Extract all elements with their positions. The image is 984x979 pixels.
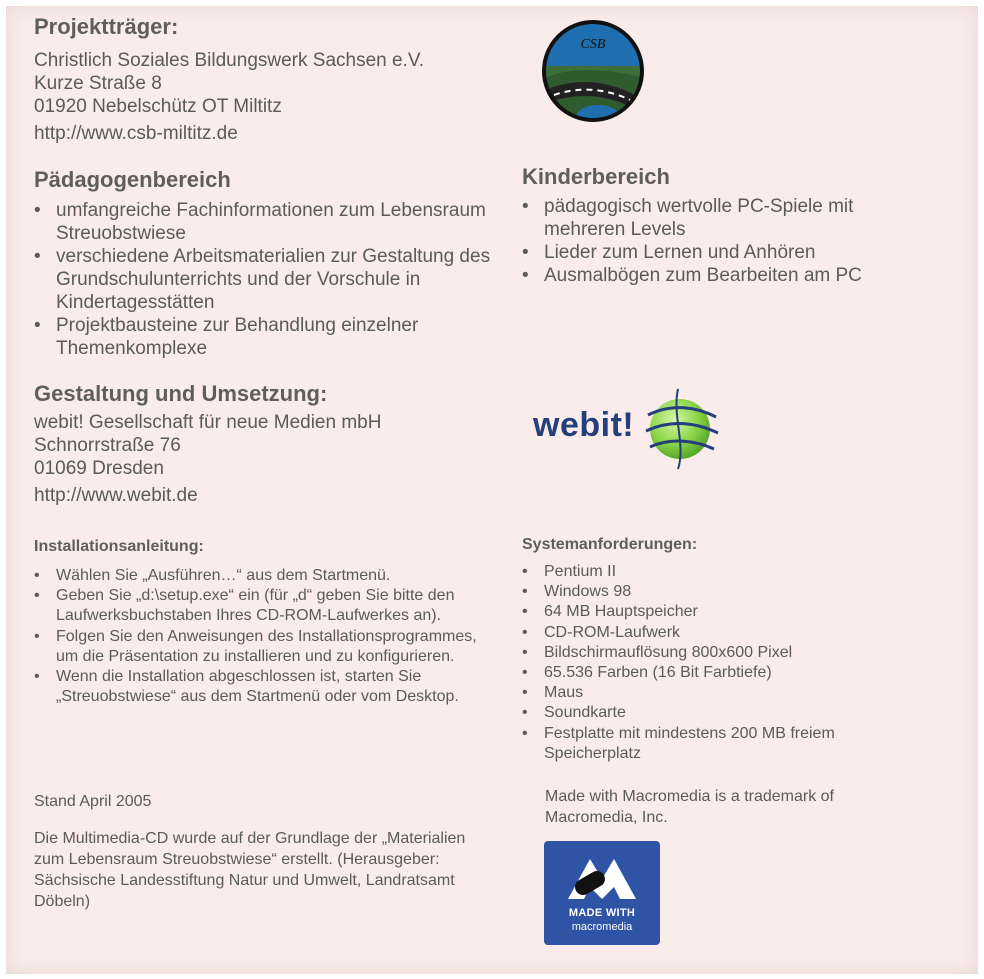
list-item: • verschiedene Arbeitsmaterialien zur Gestaltung des Grundschulunterrichts und der Vorschule in Kindertagesstätten [34, 245, 504, 314]
list-item: • Ausmalbögen zum Bearbeiten am PC [522, 264, 932, 287]
csb-logo [540, 18, 646, 124]
stand-date: Stand April 2005 [34, 793, 152, 810]
heading-kinderbereich: Kinderbereich [522, 164, 670, 189]
list-item: • Soundkarte [522, 703, 942, 723]
list-item: • Folgen Sie den Anweisungen des Installationsprogrammes, um die Präsentation zu installieren und zu konfigurieren. [34, 627, 484, 667]
heading-systemanforderungen: Systemanforderungen: [522, 536, 698, 553]
heading-installation: Installationsanleitung: [34, 538, 204, 555]
list-item: • Wenn die Installation abgeschlossen ist, starten Sie „Streuobstwiese“ aus dem Startmenü oder vom Desktop. [34, 667, 484, 707]
list-item: • Wählen Sie „Ausführen…“ aus dem Startmenü. [34, 566, 484, 586]
heading-projekttraeger: Projektträger: [34, 14, 179, 39]
kinder-list [522, 195, 932, 287]
list-item: • pädagogisch wertvolle PC-Spiele mit mehreren Levels [522, 195, 874, 241]
list-item: • 65.536 Farben (16 Bit Farbtiefe) [522, 663, 942, 683]
address-line: Kurze Straße 8 [34, 73, 162, 94]
list-item: • umfangreiche Fachinformationen zum Lebensraum Streuobstwiese [34, 199, 504, 245]
list-item: • CD-ROM-Laufwerk [522, 623, 942, 643]
csb-logo-text: CSB [580, 37, 606, 52]
list-item: • Windows 98 [522, 582, 942, 602]
list-item: • 64 MB Hauptspeicher [522, 602, 942, 622]
trademark-note: Made with Macromedia is a trademark of Macromedia, Inc. [545, 788, 834, 826]
gestaltung-address [34, 411, 381, 507]
list-item: • Lieder zum Lernen und Anhören [522, 241, 932, 264]
footer-note: Die Multimedia-CD wurde auf der Grundlage der „Materialien zum Lebensraum Streuobstwiese“ erstellt. (Herausgeber: Sächsische Landesstiftung Natur und Umwelt, Landratsamt Döbeln) [34, 830, 466, 910]
installation-list [34, 566, 484, 707]
address-line: 01920 Nebelschütz OT Miltitz [34, 96, 282, 117]
macromedia-line1: MADE WITH [568, 907, 636, 919]
webit-logo-text: webit! [533, 406, 635, 444]
address-line: webit! Gesellschaft für neue Medien mbH [34, 412, 382, 433]
system-list [522, 562, 942, 764]
macromedia-m-icon [564, 853, 640, 903]
website-link[interactable]: http://www.csb-miltitz.de [34, 123, 238, 144]
address-line: Christlich Soziales Bildungswerk Sachsen e.V. [34, 50, 425, 71]
paedagogen-list [34, 199, 504, 360]
heading-gestaltung: Gestaltung und Umsetzung: [34, 381, 328, 406]
list-item: • Maus [522, 683, 942, 703]
website-link[interactable]: http://www.webit.de [34, 485, 198, 506]
address-line: Schnorrstraße 76 [34, 435, 181, 456]
list-item: • Projektbausteine zur Behandlung einzelner Themenkomplexe [34, 314, 504, 360]
projekttraeger-address [34, 49, 424, 145]
made-with-macromedia-logo [544, 841, 660, 945]
heading-paedagogenbereich: Pädagogenbereich [34, 167, 231, 192]
macromedia-line2: macromedia [571, 921, 633, 933]
list-item: • Pentium II [522, 562, 942, 582]
list-item: • Geben Sie „d:\setup.exe“ ein (für „d“ geben Sie bitte den Laufwerksbuchstaben Ihres CD-ROM-Laufwerkes an). [34, 586, 484, 626]
list-item: • Bildschirmauflösung 800x600 Pixel [522, 643, 942, 663]
webit-globe-icon [642, 385, 720, 471]
address-line: 01069 Dresden [34, 458, 164, 479]
list-item: • Festplatte mit mindestens 200 MB freiem Speicherplatz [522, 724, 914, 764]
